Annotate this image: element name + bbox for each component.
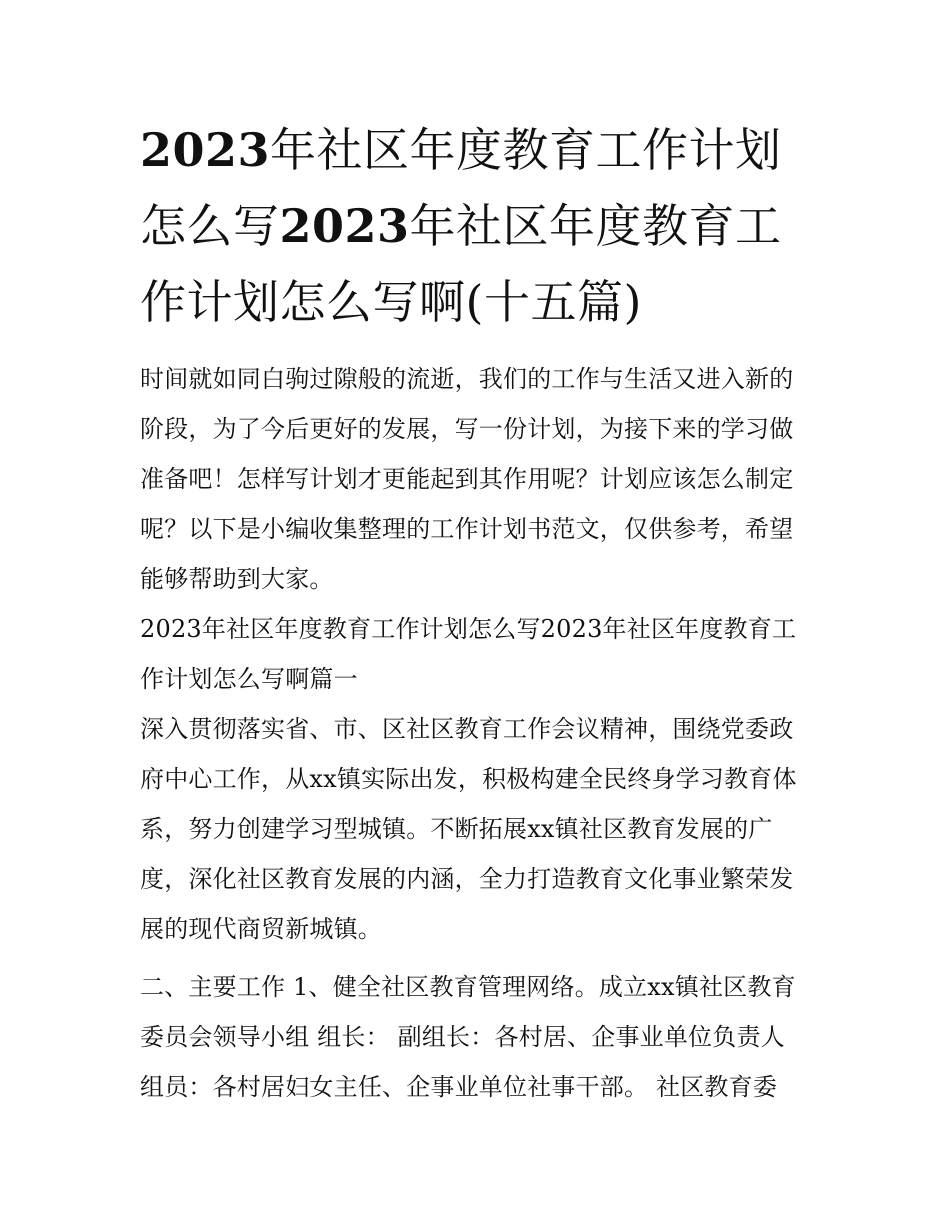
title-text-1: 年社区年度教育工作计划怎么写 xyxy=(140,123,782,253)
body-paragraph-1: 深入贯彻落实省、市、区社区教育工作会议精神，围绕党委政府中心工作，从xx镇实际出发，积极构建全民终身学习教育体系，努力创建学习型城镇。不断拓展xx镇社区教育发展的广度，深化社区教育发展的内涵，全力打造教育文化事业繁荣发展的现代商贸新城镇。 xyxy=(140,715,797,943)
section-heading: 2023年社区年度教育工作计划怎么写2023年社区年度教育工作计划怎么写啊篇一 xyxy=(140,615,797,693)
title-year-1: 2023 xyxy=(140,123,271,177)
title-text-2: 年社区年度教育工作计划怎么写啊(十五篇) xyxy=(140,199,782,329)
intro-paragraph: 时间就如同白驹过隙般的流逝，我们的工作与生活又进入新的阶段，为了今后更好的发展，写一份计划，为接下来的学习做准备吧！怎样写计划才更能起到其作用呢？计划应该怎么制定呢？以下是小编收集整理的工作计划书范文，仅供参考，希望能够帮助到大家。 xyxy=(140,365,794,593)
title-year-2: 2023 xyxy=(279,199,410,253)
document-title xyxy=(140,112,815,340)
document-page xyxy=(140,112,815,1112)
body-paragraph-2: 二、主要工作 1、健全社区教育管理网络。成立xx镇社区教育委员会领导小组 组长： 副组长：各村居、企事业单位负责人 组员：各村居妇女主任、企事业单位社事干部。 社区教育委 xyxy=(140,973,796,1101)
